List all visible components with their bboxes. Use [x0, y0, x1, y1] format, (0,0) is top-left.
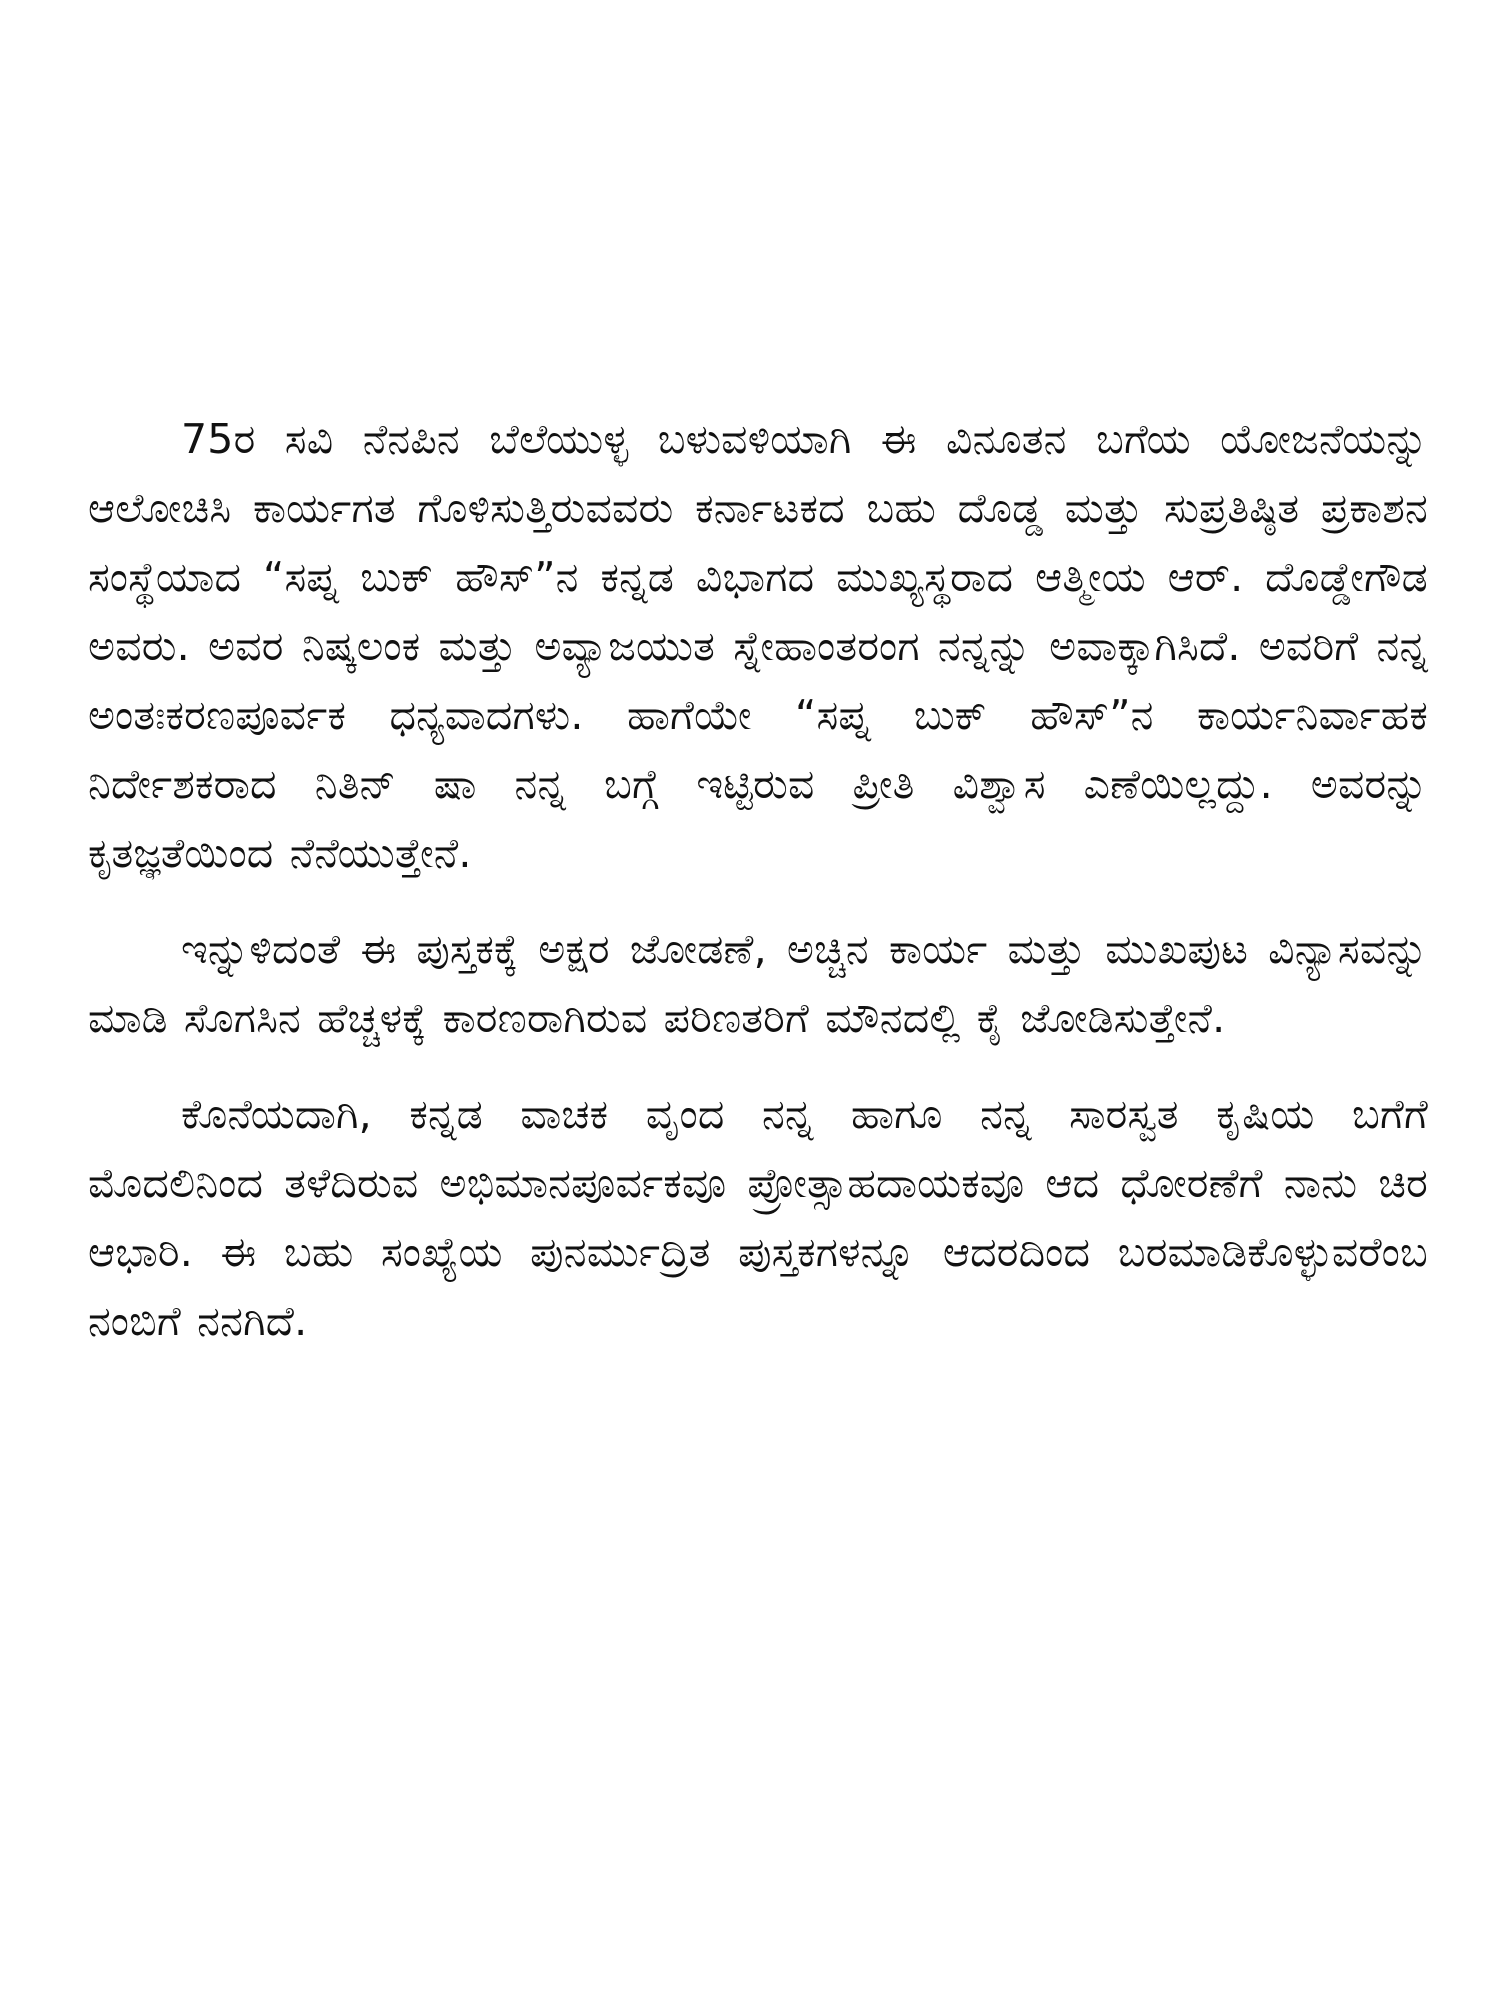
document-page	[88, 405, 1428, 1356]
paragraph-closing: ಕೊನೆಯದಾಗಿ, ಕನ್ನಡ ವಾಚಕ ವೃಂದ ನನ್ನ ಹಾಗೂ ನನ್ನ ಸಾರಸ್ವತ ಕೃಷಿಯ ಬಗೆಗೆ ಮೊದಲಿನಿಂದ ತಳೆದಿರುವ ಅಭಿಮಾನಪೂರ್ವಕವೂ ಪ್ರೋತ್ಸಾಹದಾಯಕವೂ ಆದ ಧೋರಣೆಗೆ ನಾನು ಚಿರ ಆಭಾರಿ. ಈ ಬಹು ಸಂಖ್ಯೆಯ ಪುನರ್ಮುದ್ರಿತ ಪುಸ್ತಕಗಳನ್ನೂ ಆದರದಿಂದ ಬರಮಾಡಿಕೊಳ್ಳುವರೆಂಬ ನಂಬಿಗೆ ನನಗಿದೆ.	[88, 1090, 1428, 1345]
paragraph-acknowledgement: 75ರ ಸವಿ ನೆನಪಿನ ಬೆಲೆಯುಳ್ಳ ಬಳುವಳಿಯಾಗಿ ಈ ವಿನೂತನ ಬಗೆಯ ಯೋಜನೆಯನ್ನು ಆಲೋಚಿಸಿ ಕಾರ್ಯಗತ ಗೊಳಿಸುತ್ತಿರುವವರು ಕರ್ನಾಟಕದ ಬಹು ದೊಡ್ಡ ಮತ್ತು ಸುಪ್ರತಿಷ್ಠಿತ ಪ್ರಕಾಶನ ಸಂಸ್ಥೆಯಾದ “ಸಪ್ನ ಬುಕ್ ಹೌಸ್”ನ ಕನ್ನಡ ವಿಭಾಗದ ಮುಖ್ಯಸ್ಥರಾದ ಆತ್ಮೀಯ ಆರ್. ದೊಡ್ಡೇಗೌಡ ಅವರು. ಅವರ ನಿಷ್ಕಲಂಕ ಮತ್ತು ಅವ್ಯಾಜಯುತ ಸ್ನೇಹಾಂತರಂಗ ನನ್ನನ್ನು ಅವಾಕ್ಕಾಗಿಸಿದೆ. ಅವರಿಗೆ ನನ್ನ ಅಂತಃಕರಣಪೂರ್ವಕ ಧನ್ಯವಾದಗಳು. ಹಾಗೆಯೇ “ಸಪ್ನ ಬುಕ್ ಹೌಸ್”ನ ಕಾರ್ಯನಿರ್ವಾಹಕ ನಿರ್ದೇಶಕರಾದ ನಿತಿನ್ ಷಾ ನನ್ನ ಬಗ್ಗೆ ಇಟ್ಟಿರುವ ಪ್ರೀತಿ ವಿಶ್ವಾಸ ಎಣೆಯಿಲ್ಲದ್ದು. ಅವರನ್ನು ಕೃತಜ್ಞತೆಯಿಂದ ನೆನೆಯುತ್ತೇನೆ.	[88, 415, 1428, 877]
paragraph-thanks-typesetters: ಇನ್ನುಳಿದಂತೆ ಈ ಪುಸ್ತಕಕ್ಕೆ ಅಕ್ಷರ ಜೋಡಣೆ, ಅಚ್ಚಿನ ಕಾರ್ಯ ಮತ್ತು ಮುಖಪುಟ ವಿನ್ಯಾಸವನ್ನು ಮಾಡಿ ಸೊಗಸಿನ ಹೆಚ್ಚಳಕ್ಕೆ ಕಾರಣರಾಗಿರುವ ಪರಿಣತರಿಗೆ ಮೌನದಲ್ಲಿ ಕೈ ಜೋಡಿಸುತ್ತೇನೆ.	[88, 925, 1428, 1042]
